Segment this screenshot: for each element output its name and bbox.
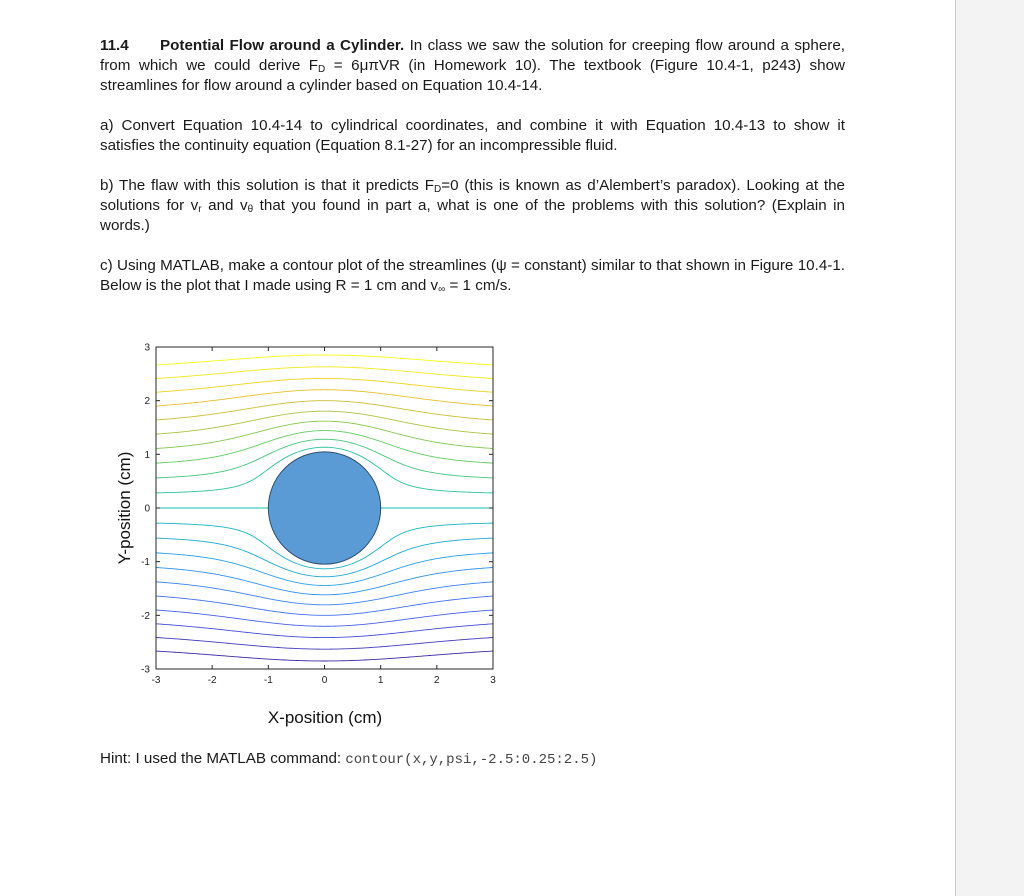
- x-tick-label: -1: [263, 675, 273, 686]
- problem-title: Potential Flow around a Cylinder.: [160, 37, 405, 54]
- part-b-text-3: and v: [201, 197, 248, 214]
- x-tick-label: -2: [207, 675, 217, 686]
- part-b-sub-1: D: [434, 184, 442, 195]
- hint-line: [100, 749, 597, 770]
- part-b-text-1: b) The flaw with this solution is that it predicts F: [100, 177, 434, 194]
- y-tick-label: 2: [144, 396, 150, 408]
- intro-text-2: = 6μπVR (in Homework 10). The textbook (Figure 10.4-1, p243) show streamlines for flow around a cylinder based on Equation 10.4-14.: [100, 57, 845, 94]
- document-body: [100, 36, 845, 296]
- problem-number: 11.4: [100, 37, 129, 54]
- part-c-text-2: = 1 cm/s.: [445, 277, 512, 294]
- x-tick-label: -3: [151, 675, 161, 686]
- x-axis-label: X-position (cm): [267, 708, 383, 727]
- y-axis-label: Y-position (cm): [115, 451, 134, 565]
- part-b-text-4: that you found in part a, what is one of the problems with this solution? (Explain in words.): [100, 197, 845, 234]
- hint-command: contour(x,y,psi,-2.5:0.25:2.5): [345, 752, 598, 768]
- streamline-figure: [100, 335, 520, 730]
- part-c-sub-1: ∞: [438, 284, 446, 295]
- part-c-paragraph: [100, 256, 845, 296]
- intro-text-1: In class we saw the solution for creeping flow around a sphere, from which we could derive F: [100, 37, 845, 74]
- part-b-paragraph: [100, 176, 845, 236]
- hint-label: Hint: I used the MATLAB command:: [100, 750, 346, 767]
- y-tick-label: 0: [144, 503, 150, 515]
- contour-plot: [100, 335, 520, 730]
- y-tick-label: 3: [144, 342, 150, 354]
- part-b-sub-3: θ: [247, 204, 254, 215]
- cylinder: [268, 452, 380, 564]
- part-a-text: a) Convert Equation 10.4-14 to cylindrical coordinates, and combine it with Equation 10.4-13 to show it satisfies the continuity equation (Equation 8.1-27) for an incompressible fluid.: [100, 117, 845, 154]
- part-c-text-1: c) Using MATLAB, make a contour plot of the streamlines (ψ = constant) similar to that shown in Figure 10.4-1. Below is the plot that I made using R = 1 cm and v: [100, 257, 845, 294]
- x-tick-label: 3: [490, 675, 496, 686]
- y-tick-label: -1: [141, 557, 150, 569]
- x-tick-label: 0: [321, 675, 328, 686]
- y-tick-label: -3: [141, 664, 150, 676]
- y-tick-label: -2: [141, 610, 150, 622]
- x-tick-label: 1: [377, 675, 384, 686]
- problem-statement: [100, 36, 845, 96]
- part-b-sub-2: r: [198, 204, 202, 215]
- x-tick-label: 2: [434, 675, 440, 686]
- y-tick-label: 1: [144, 449, 150, 461]
- right-sidebar-panel: [955, 0, 1024, 896]
- intro-subscript: D: [318, 64, 326, 75]
- part-b-text-2: =0 (this is known as d’Alembert’s paradox). Looking at the solutions for v: [100, 177, 845, 214]
